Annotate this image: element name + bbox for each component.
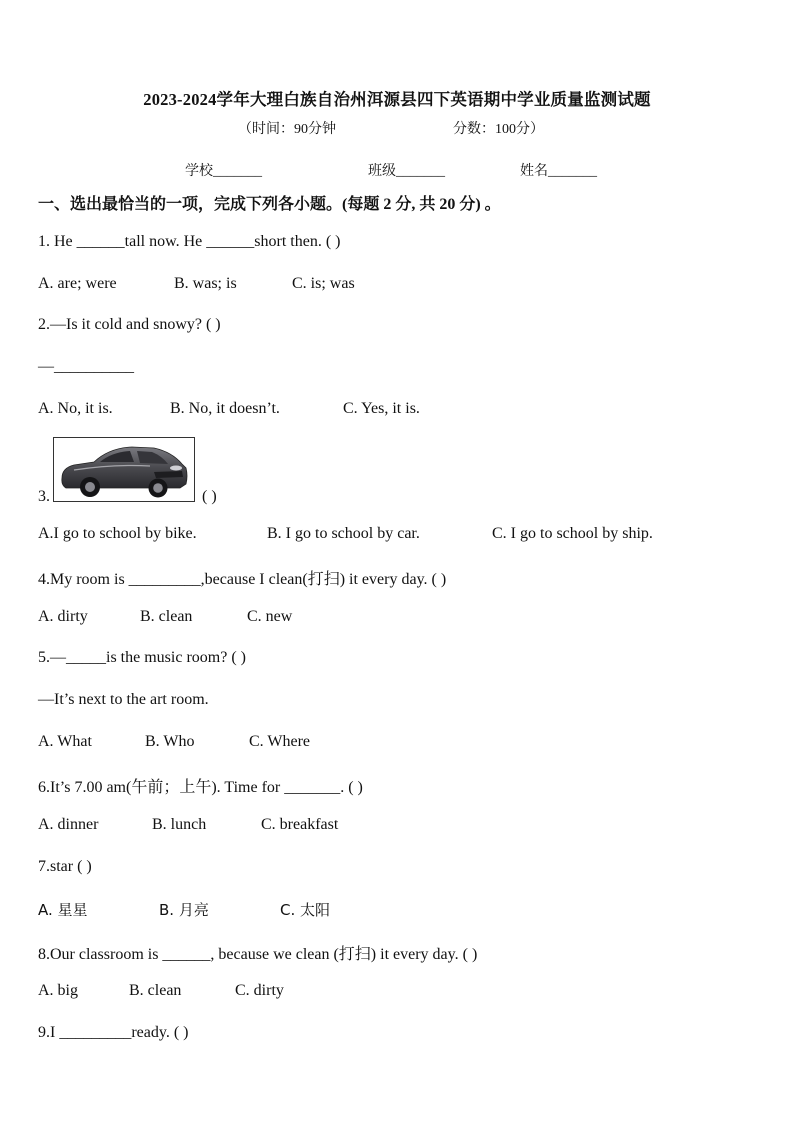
option-b: B. clean	[129, 982, 182, 999]
option-a: A. dinner	[38, 816, 99, 833]
section-heading: 一、选出最恰当的一项，完成下列各小题。(每题 2 分, 共 20 分) 。	[38, 196, 501, 213]
options-3	[38, 525, 653, 543]
option-b: B. lunch	[152, 816, 207, 833]
option-c: C. 太阳	[280, 901, 331, 919]
options-4	[38, 608, 292, 626]
option-c: C. Where	[249, 733, 311, 750]
question-3-number: 3.	[38, 488, 50, 505]
option-a: A. 星星	[38, 901, 88, 919]
option-c: C. is; was	[292, 275, 355, 292]
question-9: 9.I _________ready. ( )	[38, 1024, 189, 1041]
option-b: B. 月亮	[159, 901, 209, 919]
option-b: B. Who	[145, 733, 195, 750]
question-6: 6.It’s 7.00 am(午前；上午). Time for _______. ( )	[38, 779, 363, 796]
option-c: C. new	[247, 608, 293, 625]
answer-line-5: —It’s next to the art room.	[38, 691, 209, 708]
options-2	[38, 400, 420, 418]
question-8: 8.Our classroom is ______, because we clean (打扫) it every day. ( )	[38, 946, 478, 963]
option-b: B. clean	[140, 608, 193, 625]
option-a: A. dirty	[38, 608, 88, 625]
question-1: 1. He ______tall now. He ______short then. ( )	[38, 233, 341, 250]
car-image	[53, 437, 195, 502]
option-c: C. I go to school by ship.	[492, 525, 653, 542]
answer-line-2: —__________	[38, 358, 134, 375]
options-6	[38, 816, 338, 834]
car-icon	[54, 438, 194, 501]
exam-score: 分数：100分）	[453, 122, 544, 137]
name-field: 姓名_______	[520, 164, 597, 179]
option-b: B. was; is	[174, 275, 237, 292]
option-c: C. dirty	[235, 982, 284, 999]
option-a: A. No, it is.	[38, 400, 113, 417]
question-5: 5.—_____is the music room? ( )	[38, 649, 246, 666]
question-7: 7.star ( )	[38, 858, 92, 875]
options-8	[38, 982, 284, 1000]
options-1	[38, 275, 355, 293]
question-3-blank: ( )	[202, 488, 217, 505]
options-5	[38, 733, 310, 751]
option-b: B. I go to school by car.	[267, 525, 420, 542]
exam-time: （时间：90分钟	[238, 122, 336, 137]
question-2: 2.—Is it cold and snowy? ( )	[38, 316, 221, 333]
option-a: A.I go to school by bike.	[38, 525, 197, 542]
options-7	[38, 899, 330, 920]
question-4: 4.My room is _________,because I clean(打扫) it every day. ( )	[38, 571, 447, 588]
option-a: A. are; were	[38, 275, 117, 292]
class-field: 班级_______	[368, 164, 445, 179]
option-a: A. big	[38, 982, 78, 999]
option-b: B. No, it doesn’t.	[170, 400, 280, 417]
option-a: A. What	[38, 733, 92, 750]
exam-title: 2023-2024学年大理白族自治州洱源县四下英语期中学业质量监测试题	[143, 90, 651, 109]
school-field: 学校_______	[185, 164, 262, 179]
option-c: C. breakfast	[261, 816, 339, 833]
option-c: C. Yes, it is.	[343, 400, 420, 417]
